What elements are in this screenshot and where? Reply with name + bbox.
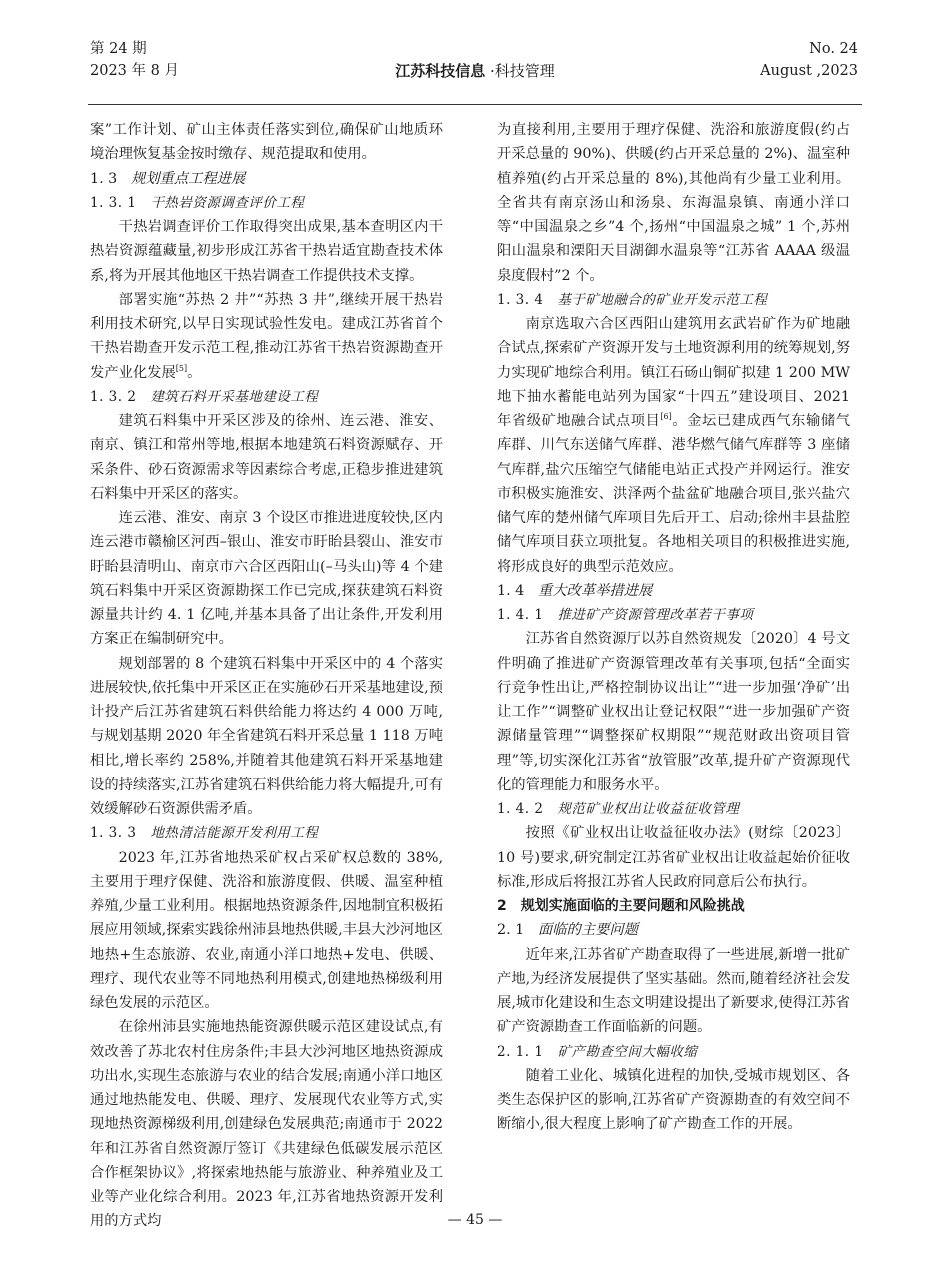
paragraph: 规划部署的 8 个建筑石料集中开采区中的 4 个落实进展较快,依托集中开采区正在实施砂石开采基地建设,预计投产后江苏省建筑石料供给能力将达约 4 000 万吨,与规划基期 2020 年全省建筑石料开采总量 1 118 万吨相比,增长率约 258%,并随着其他建筑石料开采基地建设的持续落实,江苏省建筑石料供给能力将大幅提升,可有效缓解砂石资源供需矛盾。 (90, 655, 443, 817)
issue-date-en: August ,2023 (760, 63, 858, 79)
paragraph: 随着工业化、城镇化进程的加快,受城市规划区、各类生态保护区的影响,江苏省矿产资源勘查的有效空间不断缩小,很大程度上影响了矿产勘查工作的开展。 (497, 1067, 850, 1133)
paragraph: 在徐州沛县实施地热能资源供暖示范区建设试点,有效改善了苏北农村住房条件;丰县大沙河地区地热资源成功出水,实现生态旅游与农业的结合发展;南通小洋口地区通过地热能发电、供暖、理疗、发展现代农业等方式,实现地热资源梯级利用,创建绿色发展典范;南通市于 2022 年和江苏省自然资源厅签订《共建绿色低碳发展示范区合作框架协议》,将探索地热能与旅游业、种养殖业及工业等产业化综合利用。2023 年,江苏省地热资源开发利用的方式均 (90, 1019, 443, 1230)
paragraph: 按照《矿业权出让收益征收办法》(财综〔2023〕10 号)要求,研究制定江苏省矿业权出让收益起始价征收标准,形成后将报江苏省人民政府同意后公布执行。 (497, 825, 850, 890)
paragraph: 2023 年,江苏省地热采矿权占采矿权总数的 38%,主要用于理疗保健、洗浴和旅游度假、供暖、温室种植养殖,少量工业利用。根据地热资源条件,因地制宜积极拓展应用领域,探索实践徐州沛县地热供暖,丰县大沙河地区地热+生态旅游、农业,南通小洋口地热+发电、供暖、理疗、现代农业等不同地热利用模式,创建地热梯级利用绿色发展的示范区。 (90, 849, 443, 1011)
header-right (760, 38, 858, 82)
issue-number-cn: 第 24 期 (90, 41, 147, 57)
paragraph: 部署实施“苏热 2 井”“苏热 3 井”,继续开展干热岩利用技术研究,以早日实现试验性发电。建成江苏省首个干热岩勘查开发示范工程,推动江苏省干热岩资源勘查开发产业化发展[5]。 (90, 291, 443, 381)
paragraph: 为直接利用,主要用于理疗保健、洗浴和旅游度假(约占开采总量的 90%)、供暖(约占开采总量的 2%)、温室种植养殖(约占开采总量的 8%),其他尚有少量工业利用。全省共有南京汤山和汤泉、东海温泉镇、南通小洋口等“中国温泉之乡”4 个,扬州“中国温泉之城” 1 个,苏州阳山温泉和溧阳天目湖御水温泉等“江苏省 AAAA 级温泉度假村”2 个。 (497, 122, 850, 284)
paragraph: 建筑石料集中开采区涉及的徐州、连云港、淮安、南京、镇江和常州等地,根据本地建筑石料资源赋存、开采条件、砂石资源需求等因素综合考虑,正稳步推进建筑石料集中开采区的落实。 (90, 413, 443, 502)
section-heading-1-4: 1. 4 重大改革举措进展 (497, 582, 653, 599)
section-heading-1-3: 1. 3 规划重点工程进展 (90, 170, 246, 187)
subsection-heading-1-3-4: 1. 3. 4 基于矿地融合的矿业开发示范工程 (497, 291, 768, 308)
citation-ref: [5] (175, 363, 188, 373)
paragraph: 连云港、淮安、南京 3 个设区市推进进度较快,区内连云港市赣榆区河西–银山、淮安市盱眙县裂山、淮安市盱眙县清明山、南京市六合区西阳山(–马头山)等 4 个建筑石料集中开采区资源勘探工作已完成,探获建筑石料资源量共计约 4. 1 亿吨,并基本具备了出让条件,开发利用方案正在编制研究中。 (90, 510, 443, 648)
subsection-heading-1-3-1: 1. 3. 1 干热岩资源调查评价工程 (90, 194, 305, 211)
paragraph: 南京选取六合区西阳山建筑用玄武岩矿作为矿地融合试点,探索矿产资源开发与土地资源利用的统筹规划,努力实现矿地综合利用。镇江石砀山铜矿拟建 1 200 MW 地下抽水蓄能电站列为国家“十四五”建设项目、2021 年省级矿地融合试点项目[6]。金坛已建成西气东输储气库群、川气东送储气库群、港华燃气储气库群等 3 座储气库群,盐穴压缩空气储能电站正式投产并网运行。淮安市积极实施淮安、洪泽两个盐盆矿地融合项目,张兴盐穴储气库的楚州储气库项目先后开工、启动;徐州丰县盐腔储气库项目获立项批复。各地相关项目的积极推进实施,将形成良好的典型示范效应。 (497, 316, 851, 575)
paragraph: 案”工作计划、矿山主体责任落实到位,确保矿山地质环境治理恢复基金按时缴存、规范提取和使用。 (90, 122, 443, 163)
subsection-heading-1-4-2: 1. 4. 2 规范矿业权出让收益征收管理 (497, 801, 740, 817)
right-column (497, 118, 850, 1137)
citation-ref: [6] (660, 412, 672, 422)
journal-name: 江苏科技信息 (395, 62, 486, 80)
subsection-heading-1-3-2: 1. 3. 2 建筑石料开采基地建设工程 (90, 388, 319, 405)
issue-date-cn: 2023 年 8 月 (90, 63, 179, 79)
paragraph: 江苏省自然资源厅以苏自然资规发〔2020〕4 号文件明确了推进矿产资源管理改革有关事项,包括“全面实行竞争性出让,严格控制协议出让”“进一步加强‘净矿’出让工作”“调整矿业权出让登记权限”“进一步加强矿产资源储量管理”“调整探矿权期限”“规范财政出资项目管理”等,切实深化江苏省“放管服”改革,提升矿产资源现代化的管理能力和服务水平。 (497, 631, 850, 793)
section-heading-2: 2 规划实施面临的主要问题和风险挑战 (497, 898, 745, 914)
subsection-heading-1-3-3: 1. 3. 3 地热清洁能源开发利用工程 (90, 825, 319, 842)
journal-section: ·科技管理 (485, 62, 555, 80)
page-header (0, 0, 950, 110)
paragraph: 干热岩调查评价工作取得突出成果,基本查明区内干热岩资源蕴藏量,初步形成江苏省干热岩适宜勘查技术体系,将为开展其他地区干热岩调查工作提供技术支撑。 (90, 219, 443, 284)
header-divider (88, 104, 862, 105)
left-column (90, 118, 443, 1234)
page-number: — 45 — (447, 1212, 503, 1228)
section-heading-2-1: 2. 1 面临的主要问题 (497, 922, 639, 939)
subsection-heading-2-1-1: 2. 1. 1 矿产勘查空间大幅收缩 (497, 1043, 698, 1060)
paragraph: 近年来,江苏省矿产勘查取得了一些进展,新增一批矿产地,为经济发展提供了坚实基础。然而,随着经济社会发展,城市化建设和生态文明建设提出了新要求,使得江苏省矿产资源勘查工作面临新的问题。 (497, 946, 850, 1036)
subsection-heading-1-4-1: 1. 4. 1 推进矿产资源管理改革若干事项 (497, 607, 754, 623)
issue-number-en: No. 24 (809, 41, 858, 57)
